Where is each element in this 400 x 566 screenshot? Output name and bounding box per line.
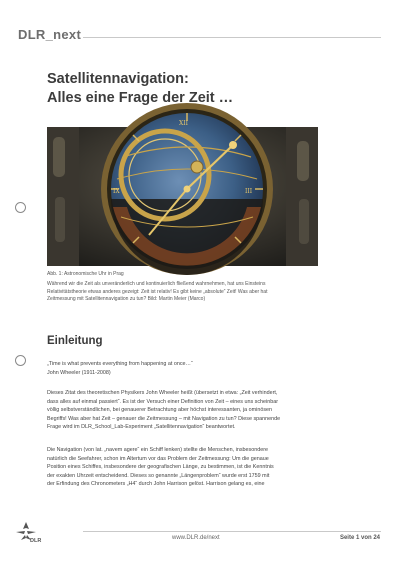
figure-description-line: Während wir die Zeit als unveränderlich und kontinuierlich fließend wahrnehmen, hat uns Einsteins (47, 281, 266, 287)
paragraph-line: Dieses Zitat des theoretischen Physikers John Wheeler heißt (übersetzt in etwa: „Zeit verhindert, (47, 390, 278, 396)
dlr-logo-text: DLR (30, 538, 42, 544)
paragraph-line: der Erfindung des Chronometers „H4“ durch John Harrison gelöst. Harrison gelang es, eine (47, 481, 265, 488)
punch-hole-icon (15, 355, 26, 366)
figure-description-line: Relativitätstheorie etwas anderes gezeigt: Zeit ist relativ! Es gibt keine „absolute“ Zeit! Was aber hat (47, 288, 268, 295)
astronomical-clock-photo (47, 120, 318, 266)
figure-description (47, 281, 347, 304)
quote-author: John Wheeler (1911-2008) (47, 369, 111, 376)
paragraph-line: dass alles auf einmal passiert“. Es ist der Versuch einer Definition von Zeit – eines uns scheinbar (47, 398, 279, 405)
paragraph-line: der exakten Uhrzeit entscheidend. Dieses so genannte „Längenproblem“ wurde erst 1759 mit (47, 472, 270, 479)
brand-header: DLR_next (18, 27, 82, 42)
paragraph-line: Position eines Schiffes, insbesondere der geografischen Länge, zu bestimmen, ist die Kenntnis (47, 464, 274, 471)
svg-text:XII: XII (179, 120, 189, 127)
paragraph-1 (47, 389, 359, 432)
punch-hole-icon (15, 202, 26, 213)
footer-url[interactable]: www.DLR.de/next (172, 535, 220, 541)
title-line-2: Alles eine Frage der Zeit … (47, 90, 234, 106)
page-number: Seite 1 von 24 (339, 535, 380, 541)
page-title (47, 70, 367, 108)
paragraph-line: völlig selbstverständlichen, bei genauerer Betrachtung aber höchst interessanten, ja ominösen (47, 407, 273, 414)
header-divider (83, 37, 381, 38)
figure-description-line: Zeitmessung mit Satellitennavigation zu tun? Bild: Martin Meier (Marco) (47, 296, 206, 302)
paragraph-2 (47, 446, 359, 489)
paragraph-line: natürlich die Seefahrer, schon im Altertum vor das Problem der Zeitmessung: Um die genaue (47, 455, 269, 462)
title-line-1: Satellitennavigation: (47, 71, 189, 87)
footer-divider (83, 531, 381, 532)
svg-text:III: III (245, 188, 253, 195)
epigraph (47, 360, 357, 377)
paragraph-line: Begriffs! Was aber hat Zeit – genauer die Zeitmessung – mit Navigation zu tun? Diese spannende (47, 415, 281, 422)
paragraph-line: Die Navigation (von lat. „navem agere“ ein Schiff lenken) stellte die Menschen, insbesondere (47, 447, 269, 453)
svg-text:IX: IX (113, 188, 120, 195)
section-heading: Einleitung (47, 335, 103, 347)
quote-text: „Time is what prevents everything from happening at once…“ (47, 361, 193, 367)
paragraph-line: Frage wird im DLR_School_Lab-Experiment „Satellitennavigation“ beantwortet. (47, 424, 236, 431)
figure-caption: Abb. 1: Astronomische Uhr in Prag (47, 271, 124, 277)
